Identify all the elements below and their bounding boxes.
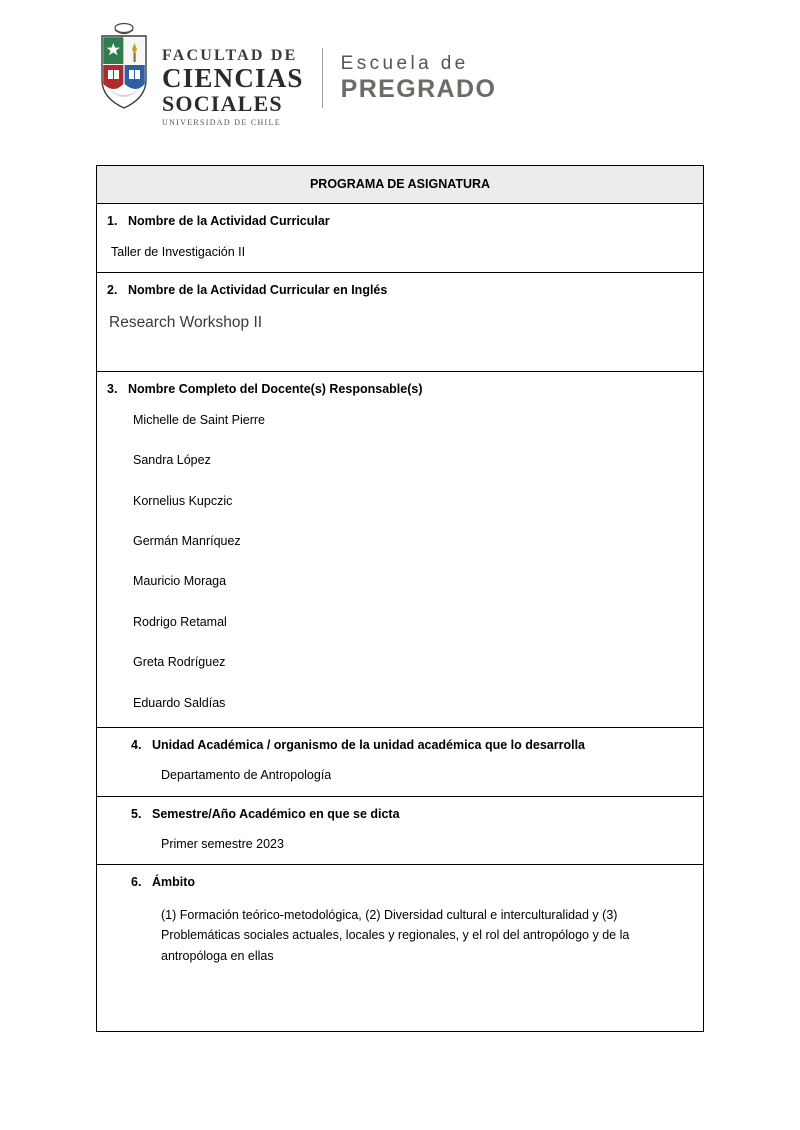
section-2-heading	[107, 281, 693, 300]
section-row-4	[97, 727, 704, 796]
school-line-1: Escuela de	[340, 53, 469, 74]
section-row-5	[97, 796, 704, 865]
school-name-block	[341, 22, 497, 102]
section-6-heading-text: Ámbito	[152, 875, 196, 890]
section-row-3	[97, 371, 704, 727]
section-6-number: 6.	[131, 875, 142, 890]
section-4-heading-text: Unidad Académica / organismo de la unidad académica que lo desarrolla	[152, 737, 586, 752]
section-1-body: Taller de Investigación II	[111, 244, 246, 259]
section-1-heading-text: Nombre de la Actividad Curricular	[128, 214, 330, 229]
program-table	[96, 165, 704, 1032]
header-divider	[322, 48, 323, 108]
table-title-row	[97, 166, 704, 204]
section-5-heading-text: Semestre/Año Académico en que se dicta	[152, 806, 400, 821]
section-4-heading	[107, 736, 693, 755]
section-5-body: Primer semestre 2023	[161, 837, 284, 852]
faculty-name-block	[162, 22, 304, 127]
faculty-line-3: SOCIALES	[162, 91, 283, 116]
list-item: Germán Manríquez	[133, 534, 241, 549]
list-item: Mauricio Moraga	[133, 574, 227, 589]
list-item: Eduardo Saldías	[133, 695, 226, 710]
school-line-2: PREGRADO	[340, 74, 497, 103]
section-2-heading-text: Nombre de la Actividad Curricular en Inglés	[128, 283, 388, 298]
list-item: Sandra López	[133, 453, 211, 468]
section-5-number: 5.	[131, 806, 142, 821]
faculty-line-4: UNIVERSIDAD DE CHILE	[162, 118, 281, 127]
section-5-heading	[107, 805, 693, 824]
section-4-body: Departamento de Antropología	[161, 768, 332, 783]
document-title: PROGRAMA DE ASIGNATURA	[309, 177, 491, 191]
list-item: Kornelius Kupczic	[133, 493, 233, 508]
section-row-6	[97, 865, 704, 1031]
list-item: Rodrigo Retamal	[133, 614, 227, 629]
university-crest-icon	[96, 22, 152, 110]
section-1-heading	[107, 212, 693, 231]
section-3-number: 3.	[107, 381, 118, 396]
section-row-1	[97, 204, 704, 273]
list-item: Michelle de Saint Pierre	[133, 412, 266, 427]
list-item: Greta Rodríguez	[133, 655, 226, 670]
section-3-heading	[107, 380, 693, 399]
faculty-line-2: CIENCIAS	[162, 63, 304, 93]
section-1-number: 1.	[107, 214, 118, 229]
section-2-number: 2.	[107, 283, 118, 298]
section-2-body: Research Workshop II	[109, 313, 263, 331]
section-6-heading	[107, 873, 693, 892]
page-header	[96, 22, 496, 127]
teacher-name-list	[107, 399, 693, 713]
section-6-body: (1) Formación teórico-metodológica, (2) Diversidad cultural e interculturalidad y (3) Problemáticas sociales actuales, locales y regionales, y el rol del antropólogo y de la antropóloga en ellas	[161, 907, 630, 964]
section-row-2	[97, 273, 704, 371]
faculty-line-1: FACULTAD DE	[162, 47, 298, 64]
section-3-heading-text: Nombre Completo del Docente(s) Responsable(s)	[128, 381, 423, 396]
section-4-number: 4.	[131, 737, 142, 752]
